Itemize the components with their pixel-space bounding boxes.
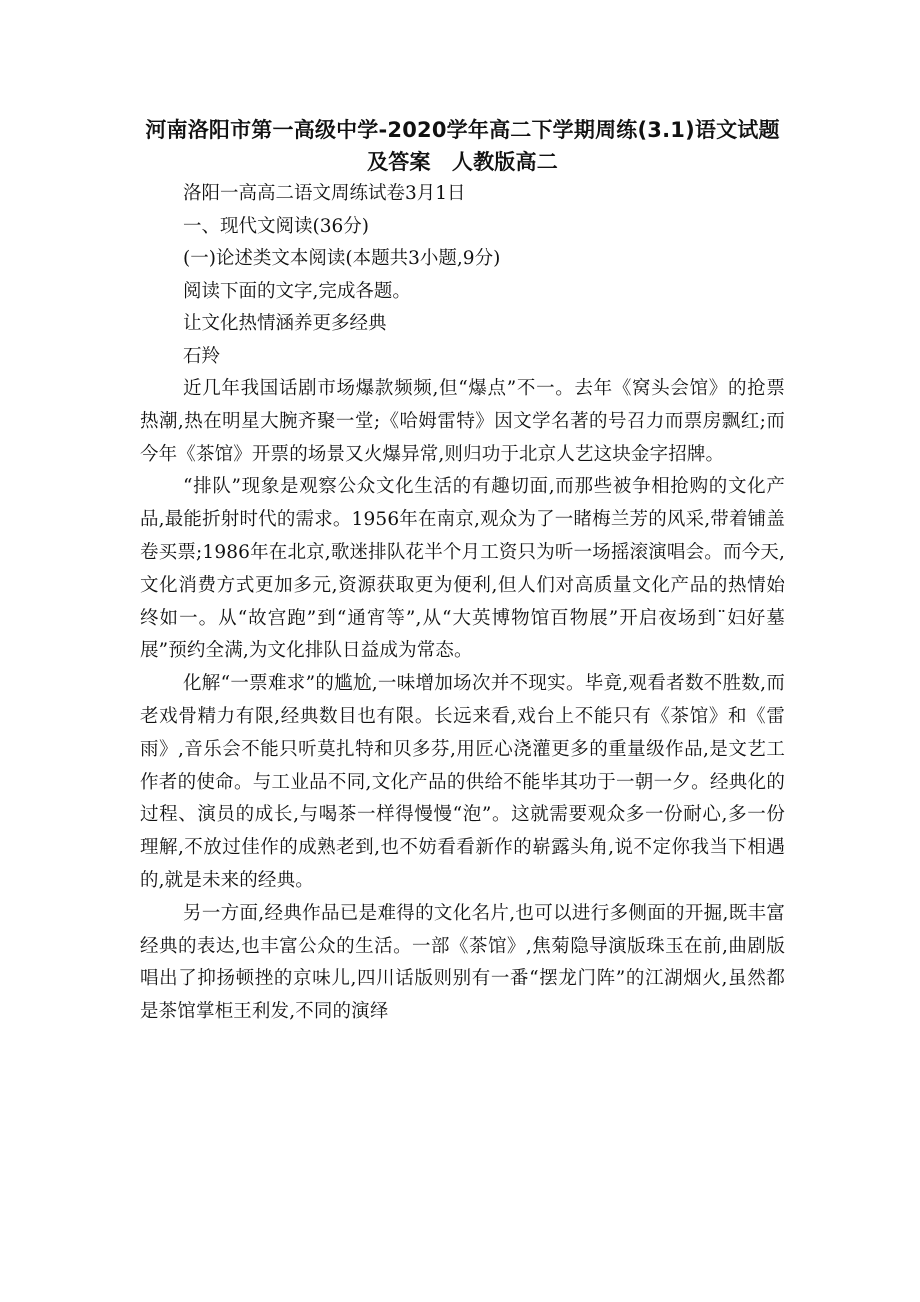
article-paragraph: 化解“一票难求”的尴尬,一味增加场次并不现实。毕竟,观看者数不胜数,而老戏骨精力有限,经典数目也有限。长远来看,戏台上不能只有《茶馆》和《雷雨》,音乐会不能只听莫扎特和贝多芬,用匠心浇灌更多的重量级作品,是文艺工作者的使命。与工业品不同,文化产品的供给不能毕其功于一朝一夕。经典化的过程、演员的成长,与喝茶一样得慢慢“泡”。这就需要观众多一份耐心,多一份理解,不放过佳作的成熟老到,也不妨看看新作的崭露头角,说不定你我当下相遇的,就是未来的经典。: [140, 673, 785, 891]
section-heading: 一、现代文阅读(36分): [183, 215, 369, 237]
article-paragraph: 近几年我国话剧市场爆款频频,但“爆点”不一。去年《窝头会馆》的抢票热潮,热在明星大腕齐聚一堂;《哈姆雷特》因文学名著的号召力而票房飘红;而今年《茶馆》开票的场景又火爆异常,则归功于北京人艺这块金字招牌。: [140, 378, 785, 465]
article-paragraph: 另一方面,经典作品已是难得的文化名片,也可以进行多侧面的开掘,既丰富经典的表达,也丰富公众的生活。一部《茶馆》,焦菊隐导演版珠玉在前,曲剧版唱出了抑扬顿挫的京味儿,四川话版则别有一番“摆龙门阵”的江湖烟火,虽然都是茶馆掌柜王利发,不同的演绎: [140, 902, 785, 1023]
reading-instruction: 阅读下面的文字,完成各题。: [183, 280, 411, 302]
document-title: 河南洛阳市第一高级中学-2020学年高二下学期周练(3.1)语文试题及答案 人教版高二: [145, 118, 780, 174]
document-page: [140, 114, 785, 1029]
article-paragraph: “排队”现象是观察公众文化生活的有趣切面,而那些被争相抢购的文化产品,最能折射时代的需求。1956年在南京,观众为了一睹梅兰芳的风采,带着铺盖卷买票;1986年在北京,歌迷排队花半个月工资只为听一场摇滚演唱会。而今天,文化消费方式更加多元,资源获取更为便利,但人们对高质量文化产品的热情始终如一。从“故宫跑”到“通宵等”,从“大英博物馆百物展”开启夜场到¨妇好墓展”预约全满,为文化排队日益成为常态。: [140, 476, 785, 662]
article-title: 让文化热情涵养更多经典: [183, 313, 387, 334]
exam-subtitle: 洛阳一高高二语文周练试卷3月1日: [183, 183, 466, 204]
subsection-heading: (一)论述类文本阅读(本题共3小题,9分): [183, 248, 501, 269]
article-author: 石羚: [183, 345, 221, 367]
